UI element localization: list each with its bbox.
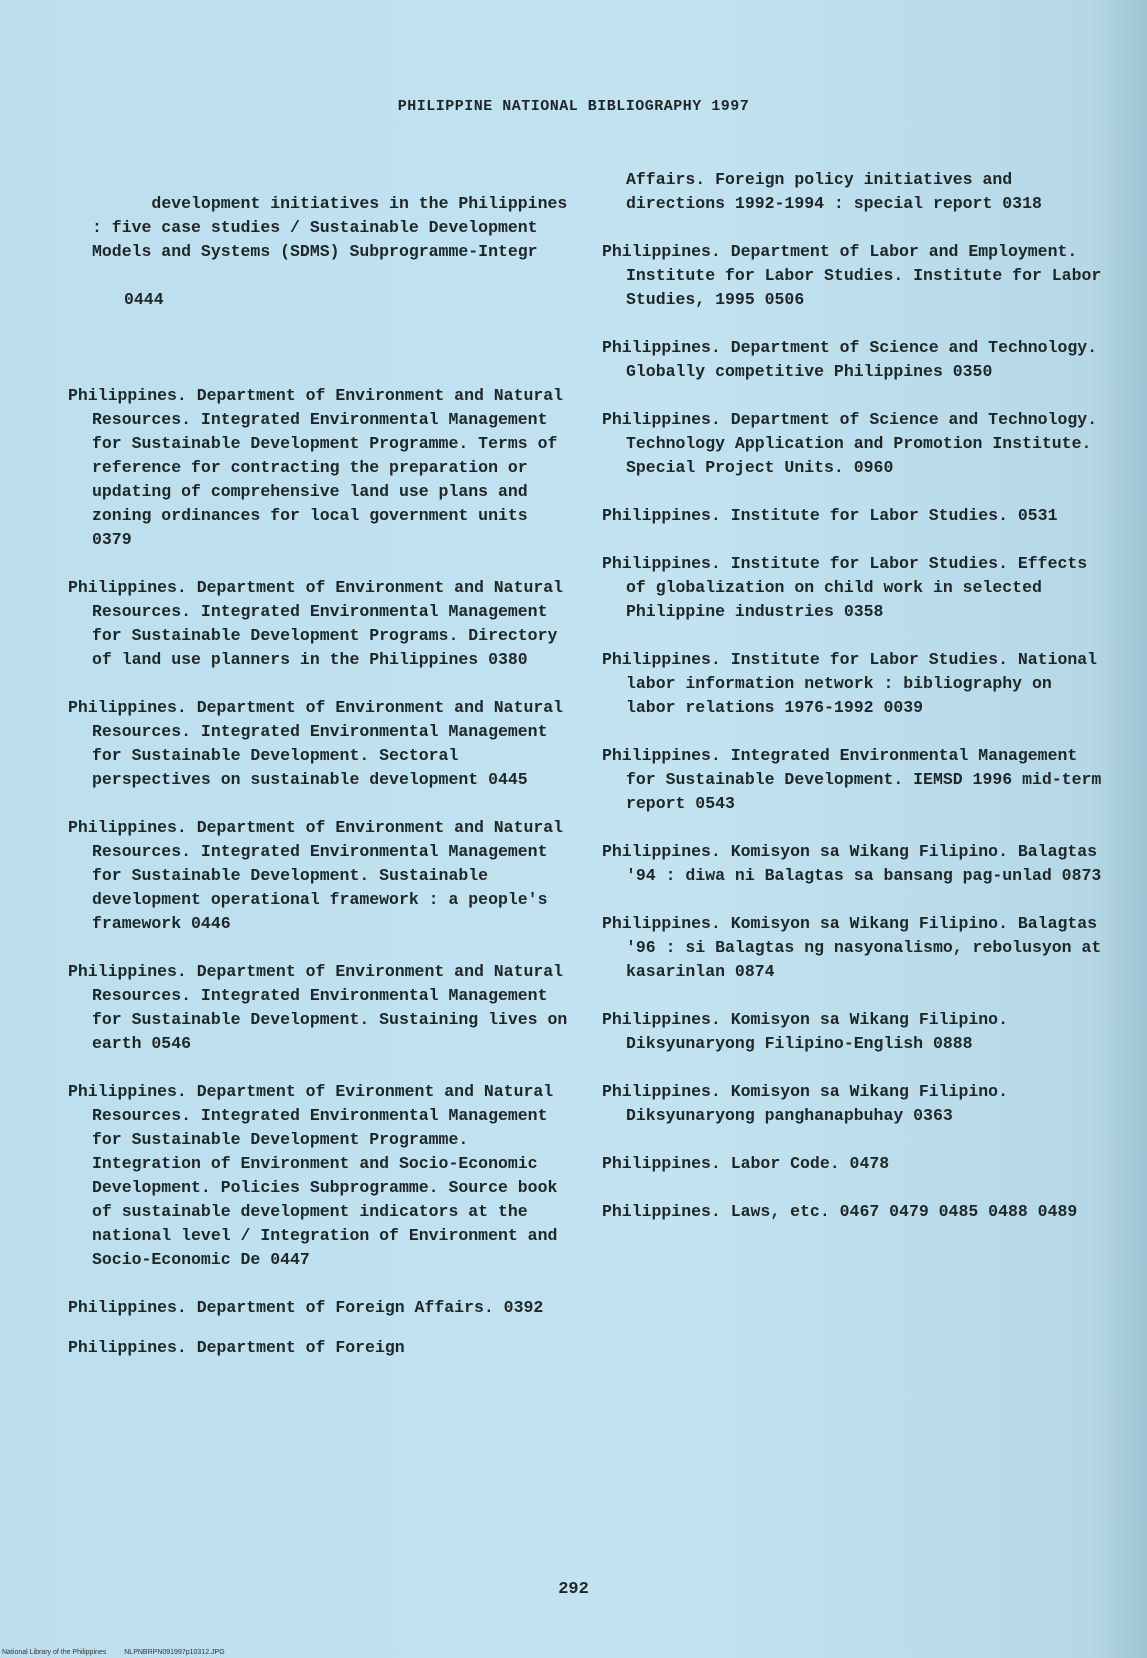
continuation-text: development initiatives in the Philippines : five case studies / Sustainable Development Models and Systems (SDMS) Subprogramme-Integr [92,194,578,261]
bibliography-entry: Philippines. Komisyon sa Wikang Filipino. Diksyunaryong panghanapbuhay 0363 [602,1082,1018,1125]
scan-footer [2,1649,241,1656]
bibliography-entry: Philippines. Department of Environment and Natural Resources. Integrated Environmental Management for Sustainable Development. Sustainable development operational framework : a people's framework 0446 [68,818,573,933]
bibliography-entry: Affairs. Foreign policy initiatives and directions 1992-1994 : special report 0318 [626,170,1042,213]
bibliography-entry: Philippines. Department of Environment and Natural Resources. Integrated Environmental Management for Sustainable Development Programs. Directory of land use planners in the Philippines 0380 [68,578,573,669]
footer-library: National Library of the Philippines [2,1649,107,1656]
bibliography-entry: Philippines. Department of Foreign Affairs. 0392 [68,1298,544,1317]
bibliography-entry: Philippines. Department of Labor and Employment. Institute for Labor Studies. Institute for Labor Studies, 1995 0506 [602,242,1112,309]
page-header: PHILIPPINE NATIONAL BIBLIOGRAPHY 1997 [397,98,750,115]
bibliography-entry: Philippines. Department of Foreign [68,1338,405,1357]
bibliography-entry: Philippines. Laws, etc. 0467 0479 0485 0488 0489 [602,1202,1078,1221]
bibliography-entry: Philippines. Institute for Labor Studies. 0531 [602,506,1058,525]
bibliography-entry: Philippines. Department of Science and Technology. Technology Application and Promotion Institute. Special Project Units. 0960 [602,410,1107,477]
bibliography-entry: Philippines. Komisyon sa Wikang Filipino. Diksyunaryong Filipino-English 0888 [602,1010,1018,1053]
page-number: 292 [558,1580,589,1599]
bibliography-entry: Philippines. Department of Environment and Natural Resources. Integrated Environmental Management for Sustainable Development. Sustaining lives on earth 0546 [68,962,578,1053]
bibliography-entry: Philippines. Komisyon sa Wikang Filipino. Balagtas '96 : si Balagtas ng nasyonalismo, rebolusyon at kasarinlan 0874 [602,914,1112,981]
bibliography-entry: Philippines. Integrated Environmental Management for Sustainable Development. IEMSD 1996 mid-term report 0543 [602,746,1112,813]
continuation-number: 0444 [124,290,164,309]
bibliography-entry: Philippines. Department of Environment and Natural Resources. Integrated Environmental Management for Sustainable Development Programme. Terms of reference for contracting the preparation or updating of comprehensive land use plans and zoning ordinances for local government units 0379 [68,386,573,549]
bibliography-entry: Philippines. Labor Code. 0478 [602,1154,890,1173]
bibliography-entry: Philippines. Institute for Labor Studies. National labor information network : bibliography on labor relations 1976-1992 0039 [602,650,1107,717]
footer-file: NLPNBRPN091997p10312.JPG [124,1649,225,1656]
bibliography-entry: Philippines. Institute for Labor Studies. Effects of globalization on child work in selected Philippine industries 0358 [602,554,1098,621]
bibliography-entry: Philippines. Department of Science and Technology. Globally competitive Philippines 0350 [602,338,1107,381]
continuation-entry [68,168,578,360]
bibliography-entry: Philippines. Komisyon sa Wikang Filipino. Balagtas '94 : diwa ni Balagtas sa bansang pag-unlad 0873 [602,842,1107,885]
bibliography-entry: Philippines. Department of Evironment and Natural Resources. Integrated Environmental Management for Sustainable Development Programme. Integration of Environment and Socio-Economic Development. Policies Subprogramme. Source book of sustainable development indicators at the national level / Integration of Environment and Socio-Economic De 0447 [68,1082,568,1269]
right-column [602,168,1112,1248]
bibliography-entry: Philippines. Department of Environment and Natural Resources. Integrated Environmental Management for Sustainable Development. Sectoral perspectives on sustainable development 0445 [68,698,573,789]
left-column [68,168,578,1384]
